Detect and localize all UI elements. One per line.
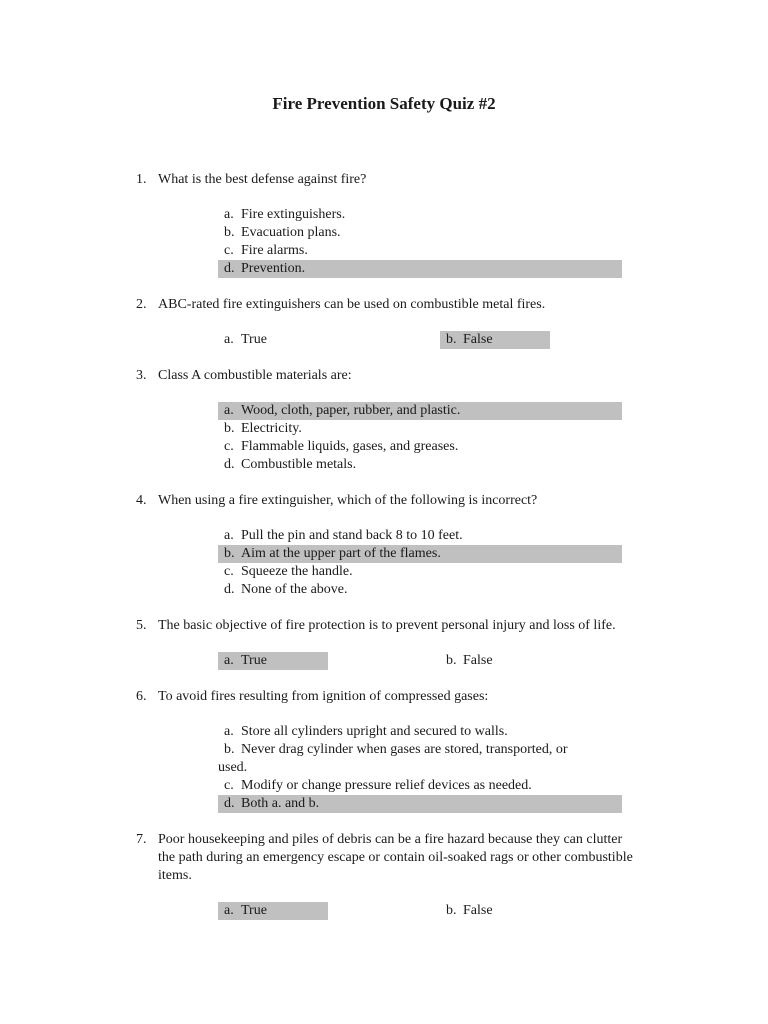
question-text: Class A combustible materials are: (158, 368, 352, 383)
option-text: Prevention. (241, 261, 306, 276)
q4-option-c[interactable] (218, 563, 622, 581)
option-letter: a. (224, 207, 234, 222)
option-letter: b. (224, 546, 235, 561)
option-letter: b. (446, 903, 457, 918)
question-text: What is the best defense against fire? (158, 172, 367, 187)
option-letter: b. (446, 653, 457, 668)
q7-option-a[interactable] (218, 902, 328, 920)
option-letter: d. (224, 582, 235, 597)
option-text: False (463, 653, 493, 668)
q5-option-a[interactable] (218, 652, 328, 670)
q3-option-d[interactable] (218, 456, 622, 474)
question-text: To avoid fires resulting from ignition of compressed gases: (158, 689, 489, 704)
q3-option-c[interactable] (218, 438, 622, 456)
q1-option-a[interactable] (218, 206, 622, 224)
option-letter: c. (224, 564, 234, 579)
option-text: Flammable liquids, gases, and greases. (241, 439, 459, 454)
option-letter: a. (224, 724, 234, 739)
question-text: ABC-rated fire extinguishers can be used on combustible metal fires. (158, 297, 546, 312)
option-letter: c. (224, 439, 234, 454)
option-letter: c. (224, 778, 234, 793)
option-text: Modify or change pressure relief devices as needed. (241, 778, 532, 793)
question-5 (136, 617, 676, 635)
option-text: Aim at the upper part of the flames. (241, 546, 441, 561)
option-text: True (241, 653, 267, 668)
option-text: Evacuation plans. (241, 225, 341, 240)
q6-option-a[interactable] (218, 723, 622, 741)
option-letter: b. (224, 225, 235, 240)
question-6 (136, 688, 676, 706)
option-letter: a. (224, 653, 234, 668)
q6-option-d[interactable] (218, 795, 622, 813)
page-title: Fire Prevention Safety Quiz #2 (272, 94, 496, 113)
q4-option-b[interactable] (218, 545, 622, 563)
question-number: 2. (136, 297, 147, 312)
question-number: 6. (136, 689, 147, 704)
option-letter: d. (224, 796, 235, 811)
question-text: Poor housekeeping and piles of debris can be a fire hazard because they can clutter the path during an emergency escape or contain oil-soaked rags or other combustible items. (158, 832, 633, 883)
q6-option-c[interactable] (218, 777, 622, 795)
question-number: 4. (136, 493, 147, 508)
option-letter: c. (224, 243, 234, 258)
option-letter: a. (224, 403, 234, 418)
q7-option-b[interactable] (440, 902, 550, 920)
option-text: Fire alarms. (241, 243, 308, 258)
option-text: True (241, 332, 267, 347)
question-number: 3. (136, 368, 147, 383)
option-text: Combustible metals. (241, 457, 357, 472)
option-text: Squeeze the handle. (241, 564, 353, 579)
option-letter: b. (224, 742, 235, 757)
q4-option-a[interactable] (218, 527, 622, 545)
option-text: Wood, cloth, paper, rubber, and plastic. (241, 403, 461, 418)
question-3 (136, 367, 676, 385)
question-number: 7. (136, 832, 147, 847)
question-7 (136, 831, 636, 885)
q5-option-b[interactable] (440, 652, 550, 670)
option-letter: b. (224, 421, 235, 436)
option-text: Store all cylinders upright and secured to walls. (241, 724, 508, 739)
option-text: False (463, 332, 493, 347)
option-text: True (241, 903, 267, 918)
question-text: When using a fire extinguisher, which of the following is incorrect? (158, 493, 538, 508)
option-text: Pull the pin and stand back 8 to 10 feet. (241, 528, 463, 543)
option-letter: d. (224, 261, 235, 276)
question-text: The basic objective of fire protection is to prevent personal injury and loss of life. (158, 618, 616, 633)
option-letter: b. (446, 332, 457, 347)
q1-option-d[interactable] (218, 260, 622, 278)
q3-option-a[interactable] (218, 402, 622, 420)
option-letter: a. (224, 528, 234, 543)
option-text: Fire extinguishers. (241, 207, 346, 222)
q2-option-a[interactable] (218, 331, 328, 349)
q1-option-b[interactable] (218, 224, 622, 242)
option-text: None of the above. (241, 582, 348, 597)
option-text: False (463, 903, 493, 918)
option-text: Electricity. (241, 421, 302, 436)
question-number: 5. (136, 618, 147, 633)
question-2 (136, 296, 676, 314)
question-4 (136, 492, 676, 510)
option-letter: a. (224, 332, 234, 347)
option-text: Both a. and b. (241, 796, 320, 811)
question-1 (136, 171, 676, 189)
q2-option-b[interactable] (440, 331, 550, 349)
question-number: 1. (136, 172, 147, 187)
q3-option-b[interactable] (218, 420, 622, 438)
option-letter: a. (224, 903, 234, 918)
option-letter: d. (224, 457, 235, 472)
option-text: Never drag cylinder when gases are stored, transported, or used. (218, 742, 568, 775)
q6-option-b[interactable] (218, 741, 598, 777)
q1-option-c[interactable] (218, 242, 622, 260)
q4-option-d[interactable] (218, 581, 622, 599)
